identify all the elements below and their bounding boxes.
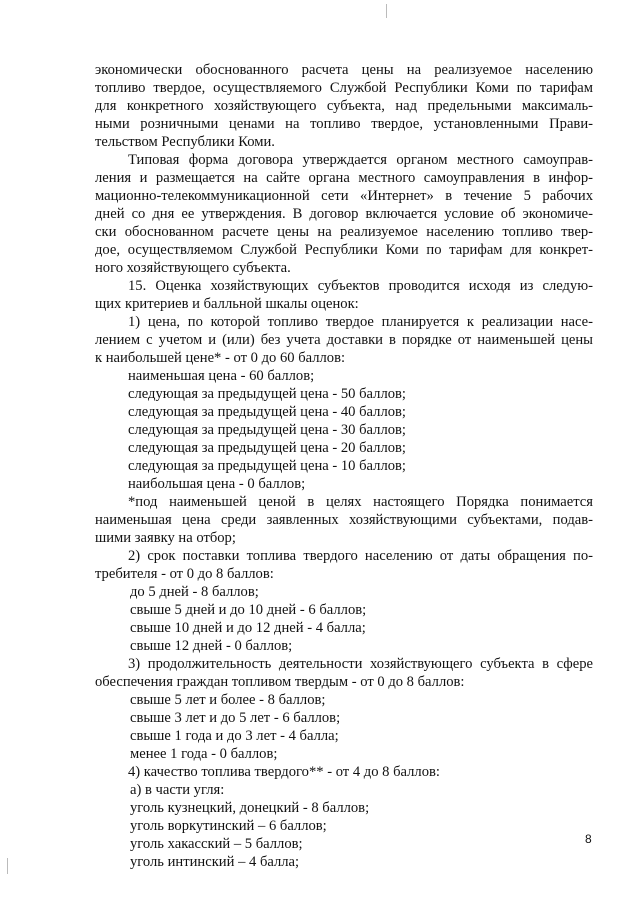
footnote-text: шими заявку на отбор; bbox=[95, 530, 236, 546]
text-line: для конкретного хозяйствующего субъекта, над предельными максималь- bbox=[95, 98, 593, 114]
list-item: до 5 дней - 8 баллов; bbox=[130, 584, 259, 600]
list-item: свыше 1 года и до 3 лет - 4 балла; bbox=[130, 728, 339, 744]
text-line: дое, осуществляемом Службой Республики Коми по тарифам для конкрет- bbox=[95, 242, 593, 258]
text-line: а) в части угля: bbox=[130, 782, 225, 798]
list-item: уголь хакасский – 5 баллов; bbox=[130, 836, 303, 852]
list-item: менее 1 года - 0 баллов; bbox=[130, 746, 278, 762]
text-line: ления и размещается на сайте органа местного самоуправления в инфор- bbox=[95, 170, 593, 186]
text-line: 1) цена, по которой топливо твердое планируется к реализации насе- bbox=[128, 314, 593, 330]
text-line: мационно-телекоммуникационной сети «Интернет» в течение 5 рабочих bbox=[95, 188, 593, 204]
list-item: свыше 3 лет и до 5 лет - 6 баллов; bbox=[130, 710, 341, 726]
list-item: следующая за предыдущей цена - 40 баллов; bbox=[128, 404, 406, 420]
page-number: 8 bbox=[585, 832, 592, 846]
text-line: Типовая форма договора утверждается органом местного самоуправ- bbox=[128, 152, 593, 168]
footnote-text: *под наименьшей ценой в целях настоящего Порядка понимается bbox=[128, 494, 593, 510]
list-item: уголь воркутинский – 6 баллов; bbox=[130, 818, 327, 834]
text-line: тельством Республики Коми. bbox=[95, 134, 275, 150]
text-line: топливо твердое, осуществляемого Службой Республики Коми по тарифам bbox=[95, 80, 593, 96]
list-item: свыше 5 дней и до 10 дней - 6 баллов; bbox=[130, 602, 367, 618]
list-item: уголь кузнецкий, донецкий - 8 баллов; bbox=[130, 800, 370, 816]
list-item: свыше 5 лет и более - 8 баллов; bbox=[130, 692, 326, 708]
text-line: 15. Оценка хозяйствующих субъектов проводится исходя из следую- bbox=[128, 278, 593, 294]
text-line: щих критериев и балльной шкалы оценок: bbox=[95, 296, 359, 312]
text-line: требителя - от 0 до 8 баллов: bbox=[95, 566, 274, 582]
text-line: 2) срок поставки топлива твердого населению от даты обращения по- bbox=[128, 548, 593, 564]
list-item: следующая за предыдущей цена - 10 баллов; bbox=[128, 458, 406, 474]
text-line: 4) качество топлива твердого** - от 4 до 8 баллов: bbox=[128, 764, 440, 780]
text-line: лением с учетом и (или) без учета доставки в порядке от наименьшей цены bbox=[95, 332, 593, 348]
text-line: ного хозяйствующего субъекта. bbox=[95, 260, 291, 276]
scan-artifact bbox=[7, 858, 8, 874]
list-item: следующая за предыдущей цена - 50 баллов; bbox=[128, 386, 406, 402]
text-line: дней со дня ее утверждения. В договор включается условие об экономиче- bbox=[95, 206, 593, 222]
text-line: обеспечения граждан топливом твердым - от 0 до 8 баллов: bbox=[95, 674, 465, 690]
list-item: свыше 10 дней и до 12 дней - 4 балла; bbox=[130, 620, 366, 636]
list-item: следующая за предыдущей цена - 30 баллов; bbox=[128, 422, 406, 438]
scan-artifact bbox=[386, 4, 387, 18]
text-line: ски обоснованном расчете цены на реализуемое населению топливо твер- bbox=[95, 224, 593, 240]
footnote-text: наименьшая цена среди заявленных хозяйствующими субъектами, подав- bbox=[95, 512, 593, 528]
text-line: ными розничными ценами на топливо твердое, установленными Прави- bbox=[95, 116, 593, 132]
list-item: свыше 12 дней - 0 баллов; bbox=[130, 638, 293, 654]
text-line: 3) продолжительность деятельности хозяйствующего субъекта в сфере bbox=[128, 656, 593, 672]
text-line: к наибольшей цене* - от 0 до 60 баллов: bbox=[95, 350, 346, 366]
list-item: наибольшая цена - 0 баллов; bbox=[128, 476, 306, 492]
text-line: экономически обоснованного расчета цены на реализуемое населению bbox=[95, 62, 593, 78]
list-item: уголь интинский – 4 балла; bbox=[130, 854, 300, 870]
list-item: наименьшая цена - 60 баллов; bbox=[128, 368, 315, 384]
list-item: следующая за предыдущей цена - 20 баллов; bbox=[128, 440, 406, 456]
